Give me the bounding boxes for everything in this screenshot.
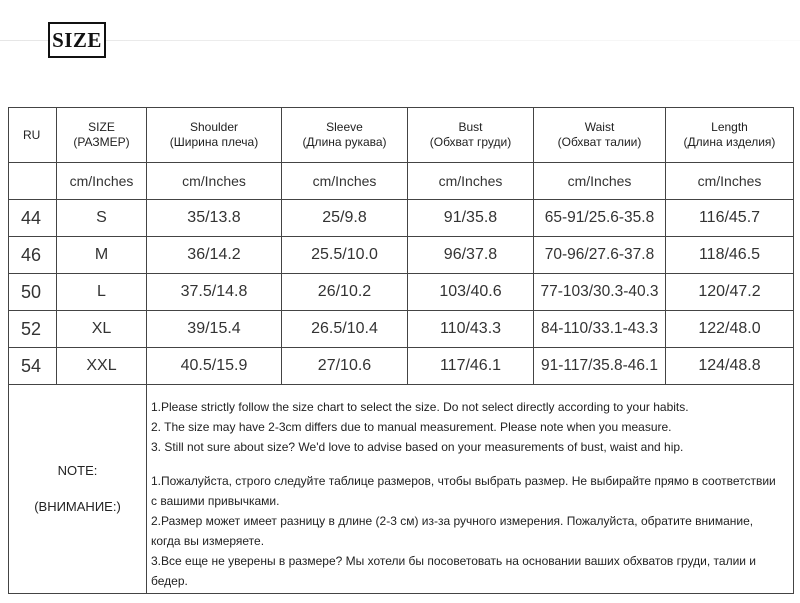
note-label-cell (9, 385, 147, 594)
cell-bust: 103/40.6 (408, 274, 534, 311)
cell-shoulder: 37.5/14.8 (147, 274, 282, 311)
size-badge-label: SIZE (52, 27, 102, 52)
units-row (9, 163, 794, 200)
header-length-label: Length (711, 120, 748, 134)
cell-shoulder: 35/13.8 (147, 200, 282, 237)
header-waist-label-ru: (Обхват талии) (557, 135, 642, 149)
note-row (9, 385, 794, 594)
cell-waist: 77-103/30.3-40.3 (534, 274, 666, 311)
header-length (666, 108, 794, 163)
cell-size: XXL (57, 348, 147, 385)
units-cell-shoulder: cm/Inches (147, 163, 282, 200)
header-length-label-ru: (Длина изделия) (683, 135, 776, 149)
table-row (9, 274, 794, 311)
units-cell-waist: cm/Inches (534, 163, 666, 200)
header-shoulder-label-ru: (Ширина плеча) (169, 135, 259, 149)
cell-shoulder: 39/15.4 (147, 311, 282, 348)
cell-ru: 46 (9, 237, 57, 274)
header-size-label-ru: (РАЗМЕР) (73, 135, 130, 149)
cell-bust: 91/35.8 (408, 200, 534, 237)
note-text-cell (147, 385, 794, 594)
header-row (9, 108, 794, 163)
cell-ru: 44 (9, 200, 57, 237)
cell-sleeve: 27/10.6 (282, 348, 408, 385)
note-ru-line: 1.Пожалуйста, строго следуйте таблице размеров, чтобы выбрать размер. Не выбирайте прямо в соответствии (151, 474, 776, 488)
cell-waist: 65-91/25.6-35.8 (534, 200, 666, 237)
cell-sleeve: 26.5/10.4 (282, 311, 408, 348)
header-sleeve-label: Sleeve (326, 120, 363, 134)
cell-bust: 110/43.3 (408, 311, 534, 348)
note-ru-line: с вашими привычками. (151, 494, 280, 508)
cell-length: 118/46.5 (666, 237, 794, 274)
cell-shoulder: 36/14.2 (147, 237, 282, 274)
cell-ru: 52 (9, 311, 57, 348)
header-ru (9, 108, 57, 163)
cell-sleeve: 26/10.2 (282, 274, 408, 311)
header-bust-label: Bust (458, 120, 483, 134)
cell-shoulder: 40.5/15.9 (147, 348, 282, 385)
note-ru-line: 3.Все еще не уверены в размере? Мы хотели бы посоветовать на основании ваших обхватов груди, талии и бедер. (151, 554, 757, 588)
header-size-label: SIZE (88, 120, 115, 134)
cell-ru: 54 (9, 348, 57, 385)
cell-size: L (57, 274, 147, 311)
note-en-line: 1.Please strictly follow the size chart to select the size. Do not select directly according to your habits. (151, 400, 689, 414)
cell-length: 122/48.0 (666, 311, 794, 348)
note-en-line: 2. The size may have 2-3cm differs due to manual measurement. Please note when you measure. (151, 420, 672, 434)
note-label-en: NOTE: (57, 463, 98, 478)
cell-size: XL (57, 311, 147, 348)
header-ru-label: RU (23, 127, 41, 142)
cell-waist: 70-96/27.6-37.8 (534, 237, 666, 274)
cell-size: M (57, 237, 147, 274)
note-ru-line: когда вы измеряете. (151, 534, 265, 548)
note-ru-line: 2.Размер может имеет разницу в длине (2-3 см) из-за ручного измерения. Пожалуйста, обратите внимание, (151, 514, 754, 528)
note-label-ru: (ВНИМАНИЕ:) (34, 499, 121, 514)
header-divider (0, 40, 800, 41)
cell-length: 120/47.2 (666, 274, 794, 311)
cell-size: S (57, 200, 147, 237)
table-row (9, 200, 794, 237)
cell-bust: 96/37.8 (408, 237, 534, 274)
header-bust (408, 108, 534, 163)
cell-ru: 50 (9, 274, 57, 311)
cell-sleeve: 25.5/10.0 (282, 237, 408, 274)
note-en-line: 3. Still not sure about size? We'd love to advise based on your measurements of bust, waist and hip. (151, 440, 684, 454)
header-bust-label-ru: (Обхват груди) (429, 135, 512, 149)
size-chart-table (8, 107, 794, 594)
units-cell-size: cm/Inches (57, 163, 147, 200)
size-badge (48, 22, 106, 58)
cell-waist: 84-110/33.1-43.3 (534, 311, 666, 348)
table-row (9, 311, 794, 348)
table-row (9, 237, 794, 274)
cell-length: 116/45.7 (666, 200, 794, 237)
cell-length: 124/48.8 (666, 348, 794, 385)
units-cell-bust: cm/Inches (408, 163, 534, 200)
header-size (57, 108, 147, 163)
units-cell-ru (9, 163, 57, 200)
header-waist (534, 108, 666, 163)
units-cell-sleeve: cm/Inches (282, 163, 408, 200)
units-cell-length: cm/Inches (666, 163, 794, 200)
header-sleeve (282, 108, 408, 163)
header-waist-label: Waist (584, 120, 615, 134)
cell-sleeve: 25/9.8 (282, 200, 408, 237)
table-row (9, 348, 794, 385)
cell-bust: 117/46.1 (408, 348, 534, 385)
header-shoulder-label: Shoulder (189, 120, 239, 134)
header-sleeve-label-ru: (Длина рукава) (302, 135, 387, 149)
header-shoulder (147, 108, 282, 163)
cell-waist: 91-117/35.8-46.1 (534, 348, 666, 385)
